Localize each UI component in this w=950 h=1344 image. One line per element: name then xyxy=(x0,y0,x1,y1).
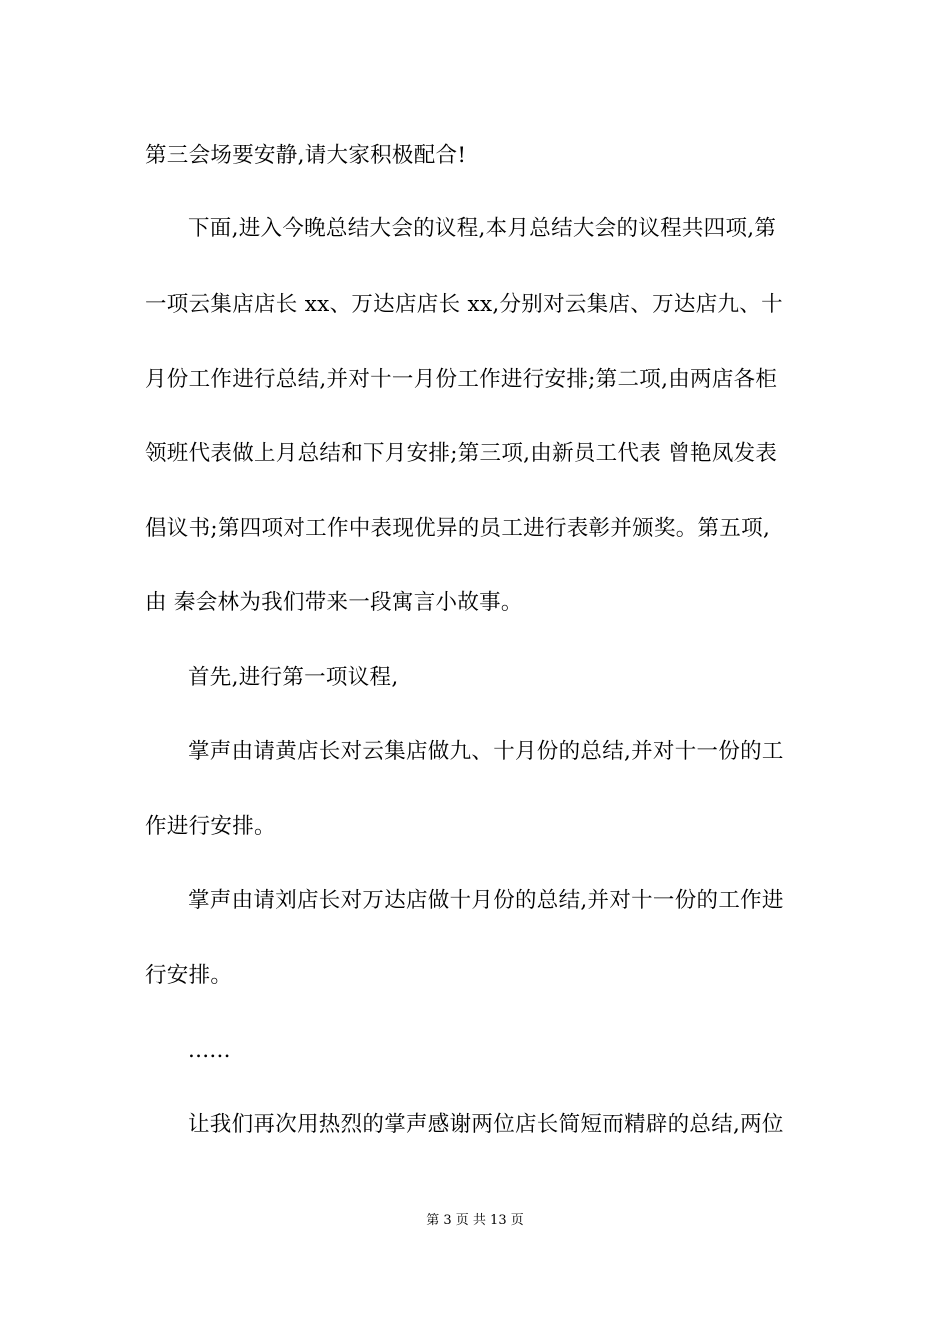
text-line-1: 第三会场要安静,请大家积极配合! xyxy=(145,143,467,168)
text-line-14: 让我们再次用热烈的掌声感谢两位店长简短而精辟的总结,两位 xyxy=(188,1112,784,1137)
page-number-footer: 第 3 页 共 13 页 xyxy=(426,1213,524,1228)
text-line-6: 倡议书;第四项对工作中表现优异的员工进行表彰并颁奖。第五项, xyxy=(145,516,771,541)
text-line-5: 领班代表做上月总结和下月安排;第三项,由新员工代表 曾艳凤发表 xyxy=(145,441,778,466)
text-line-12: 行安排。 xyxy=(145,963,233,988)
text-line-3: 一项云集店店长 xx、万达店店长 xx,分别对云集店、万达店九、十 xyxy=(145,292,783,317)
text-line-8: 首先,进行第一项议程, xyxy=(188,665,399,690)
text-line-10: 作进行安排。 xyxy=(145,814,276,839)
text-line-2: 下面,进入今晚总结大会的议程,本月总结大会的议程共四项,第 xyxy=(188,216,777,241)
text-line-9: 掌声由请黄店长对云集店做九、十月份的总结,并对十一份的工 xyxy=(188,739,784,764)
text-line-4: 月份工作进行总结,并对十一月份工作进行安排;第二项,由两店各柜 xyxy=(145,367,778,392)
text-line-7: 由 秦会林为我们带来一段寓言小故事。 xyxy=(145,590,523,615)
text-line-13: ...... xyxy=(188,1038,231,1063)
text-line-11: 掌声由请刘店长对万达店做十月份的总结,并对十一份的工作进 xyxy=(188,888,784,913)
